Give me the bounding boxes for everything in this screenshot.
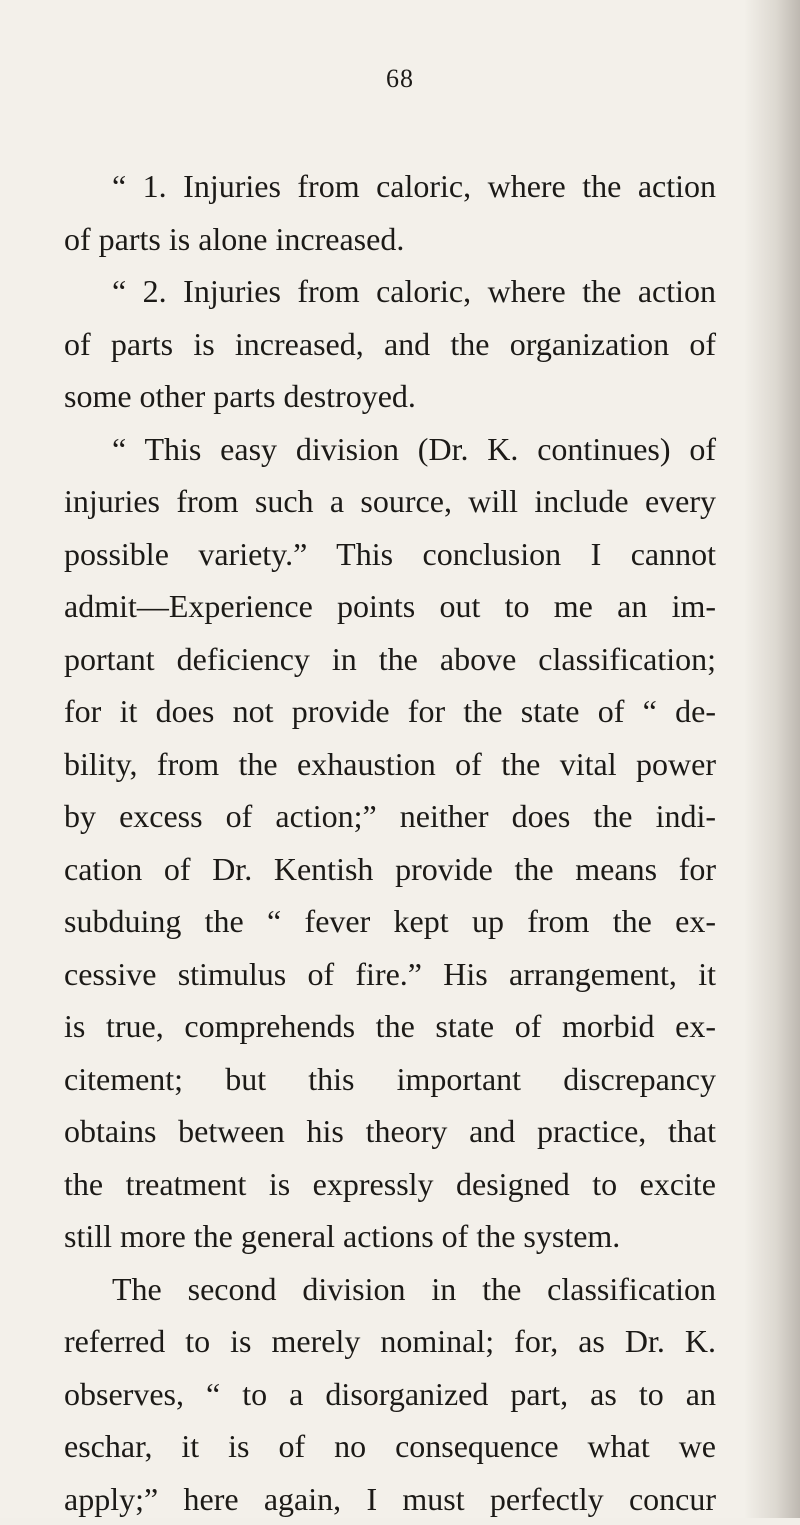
text-line: of parts is increased, and the organization of [64, 318, 716, 371]
text-line: observes, “ to a disorganized part, as to an [64, 1368, 716, 1421]
text-line: subduing the “ fever kept up from the ex- [64, 895, 716, 948]
text-line: cation of Dr. Kentish provide the means for [64, 843, 716, 896]
text-line: “ 2. Injuries from caloric, where the action [64, 265, 716, 318]
text-line: still more the general actions of the system. [64, 1210, 716, 1263]
text-line: bility, from the exhaustion of the vital power [64, 738, 716, 791]
text-line: obtains between his theory and practice, that [64, 1105, 716, 1158]
text-line: “ 1. Injuries from caloric, where the action [64, 160, 716, 213]
text-line: “ This easy division (Dr. K. continues) of [64, 423, 716, 476]
text-line: is true, comprehends the state of morbid ex- [64, 1000, 716, 1053]
text-line: admit—Experience points out to me an im- [64, 580, 716, 633]
text-line: injuries from such a source, will include every [64, 475, 716, 528]
text-line: portant deficiency in the above classification; [64, 633, 716, 686]
text-line: eschar, it is of no consequence what we [64, 1420, 716, 1473]
text-line: by excess of action;” neither does the indi- [64, 790, 716, 843]
text-line: some other parts destroyed. [64, 370, 716, 423]
text-line: The second division in the classification [64, 1263, 716, 1316]
text-line: cessive stimulus of fire.” His arrangement, it [64, 948, 716, 1001]
text-line: citement; but this important discrepancy [64, 1053, 716, 1106]
page-number: 68 [0, 64, 800, 94]
text-line: the treatment is expressly designed to excite [64, 1158, 716, 1211]
text-line: for it does not provide for the state of “ de- [64, 685, 716, 738]
text-line: apply;” here again, I must perfectly concur [64, 1473, 716, 1525]
text-line: of parts is alone increased. [64, 213, 716, 266]
body-text [64, 160, 716, 1525]
text-line: possible variety.” This conclusion I cannot [64, 528, 716, 581]
text-line: referred to is merely nominal; for, as Dr. K. [64, 1315, 716, 1368]
